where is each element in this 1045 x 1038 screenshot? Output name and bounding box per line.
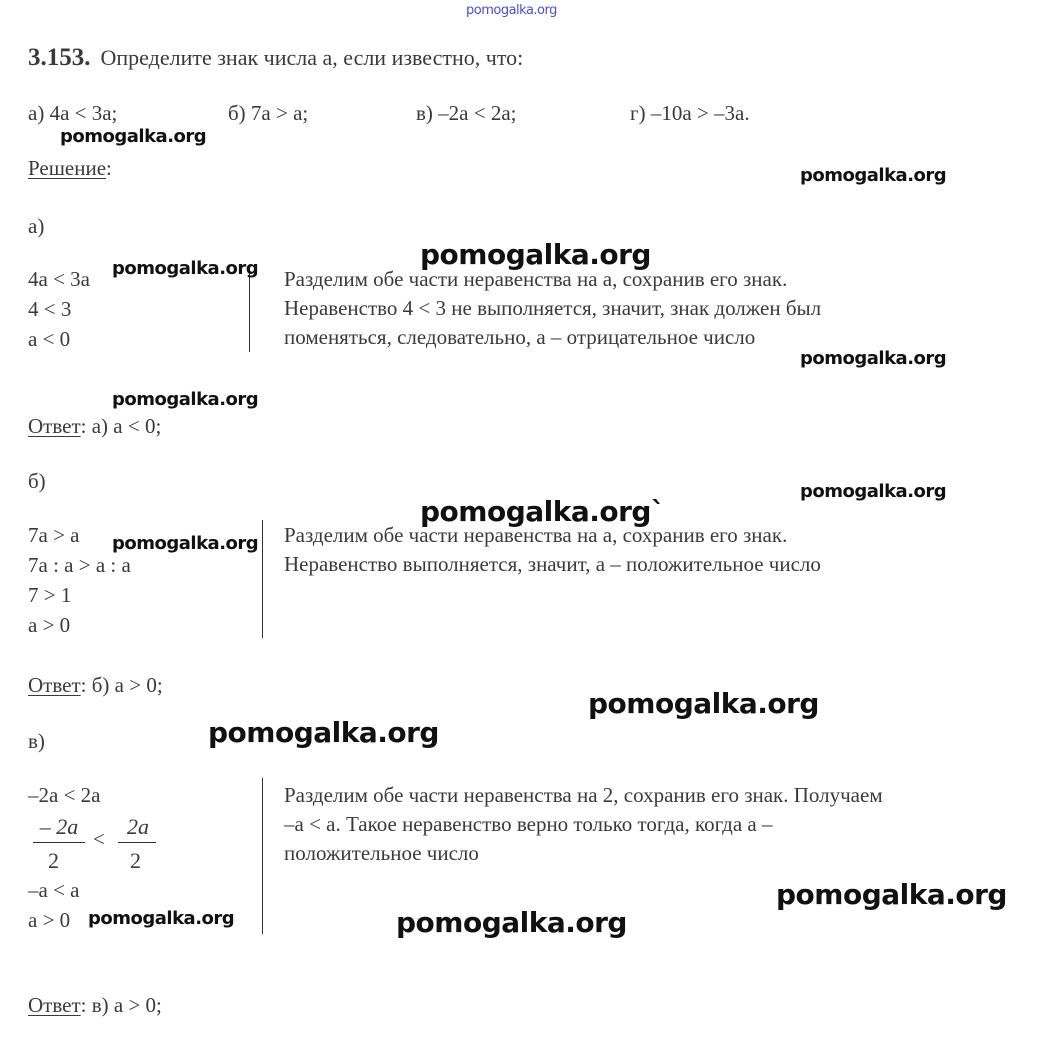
answer-text: : в) а > 0; xyxy=(80,993,162,1017)
fraction-den-right: 2 xyxy=(130,848,141,873)
part-a-label: а) xyxy=(28,214,45,238)
watermark: pomogalka.org xyxy=(776,878,1007,911)
part-v-explanation xyxy=(284,785,883,864)
watermark: pomogalka.org xyxy=(466,3,557,18)
solution-label-colon: : xyxy=(106,156,112,180)
fraction-num-left: – 2a xyxy=(39,814,79,839)
step: 7а : а > а : а xyxy=(28,553,131,577)
answer-label: Ответ xyxy=(28,673,81,697)
watermark: pomogalka.org xyxy=(800,481,947,502)
explanation-line: –а < а. Такое неравенство верно только тогда, когда а – xyxy=(284,812,773,836)
step: а > 0 xyxy=(28,613,71,637)
step: а > 0 xyxy=(28,908,71,932)
watermark: pomogalka.org xyxy=(88,908,235,929)
part-a-steps xyxy=(28,269,90,350)
watermark: pomogalka.org xyxy=(588,687,819,720)
explanation-line: Разделим обе части неравенства на а, сохранив его знак. xyxy=(284,523,788,547)
part-v-label: в) xyxy=(28,729,45,753)
fraction-sign: < xyxy=(93,827,105,851)
watermark: pomogalka.org xyxy=(208,716,439,749)
step: –а < а xyxy=(28,878,80,902)
watermark: pomogalka.org xyxy=(112,389,259,410)
problem-item-v: в) –2а < 2а; xyxy=(416,101,517,125)
step: –2а < 2а xyxy=(28,783,101,807)
solution-label-text: Решение xyxy=(28,156,107,180)
part-a-answer xyxy=(28,416,161,437)
explanation-line: Неравенство 4 < 3 не выполняется, значит, знак должен был xyxy=(284,296,822,320)
part-a-explanation xyxy=(284,269,821,348)
step: 4а < 3а xyxy=(28,267,90,291)
fraction-bar xyxy=(33,842,85,843)
answer-text: : б) а > 0; xyxy=(80,673,163,697)
explanation-line: Разделим обе части неравенства на а, сохранив его знак. xyxy=(284,267,788,291)
watermark: pomogalka.org xyxy=(420,238,651,271)
answer-label: Ответ xyxy=(28,414,81,438)
step: 7а > а xyxy=(28,523,80,547)
watermark: pomogalka.org xyxy=(112,533,259,554)
watermark: pomogalka.org` xyxy=(420,495,665,528)
divider-line xyxy=(262,520,263,638)
answer-text: : а) а < 0; xyxy=(80,414,162,438)
part-v-answer xyxy=(28,995,162,1016)
step: 7 > 1 xyxy=(28,583,72,607)
fraction-den-left: 2 xyxy=(48,848,59,873)
part-b-answer xyxy=(28,675,163,696)
problem-header xyxy=(28,44,523,72)
explanation-line: поменяться, следовательно, а – отрицательное число xyxy=(284,325,756,349)
fraction-bar xyxy=(118,842,156,843)
watermark: pomogalka.org xyxy=(396,906,627,939)
explanation-line: положительное число xyxy=(284,841,479,865)
watermark: pomogalka.org xyxy=(800,348,947,369)
problem-number: 3.153. xyxy=(28,44,91,71)
problem-item-g: г) –10а > –3а. xyxy=(630,101,750,125)
fraction-num-right: 2a xyxy=(127,814,149,839)
problem-statement: Определите знак числа а, если известно, что: xyxy=(100,45,524,70)
step: а < 0 xyxy=(28,327,71,351)
divider-line xyxy=(262,778,263,934)
part-b-label: б) xyxy=(28,469,46,493)
problem-item-b: б) 7а > а; xyxy=(228,101,309,125)
solution-label xyxy=(28,158,112,179)
watermark: pomogalka.org xyxy=(112,258,259,279)
answer-label: Ответ xyxy=(28,993,81,1017)
step: 4 < 3 xyxy=(28,297,72,321)
part-b-explanation xyxy=(284,525,821,575)
watermark: pomogalka.org xyxy=(800,165,947,186)
explanation-line: Разделим обе части неравенства на 2, сохранив его знак. Получаем xyxy=(284,783,883,807)
divider-line xyxy=(249,268,250,352)
problem-item-a: а) 4а < 3а; xyxy=(28,101,118,125)
explanation-line: Неравенство выполняется, значит, а – положительное число xyxy=(284,552,821,576)
watermark: pomogalka.org xyxy=(60,126,207,147)
